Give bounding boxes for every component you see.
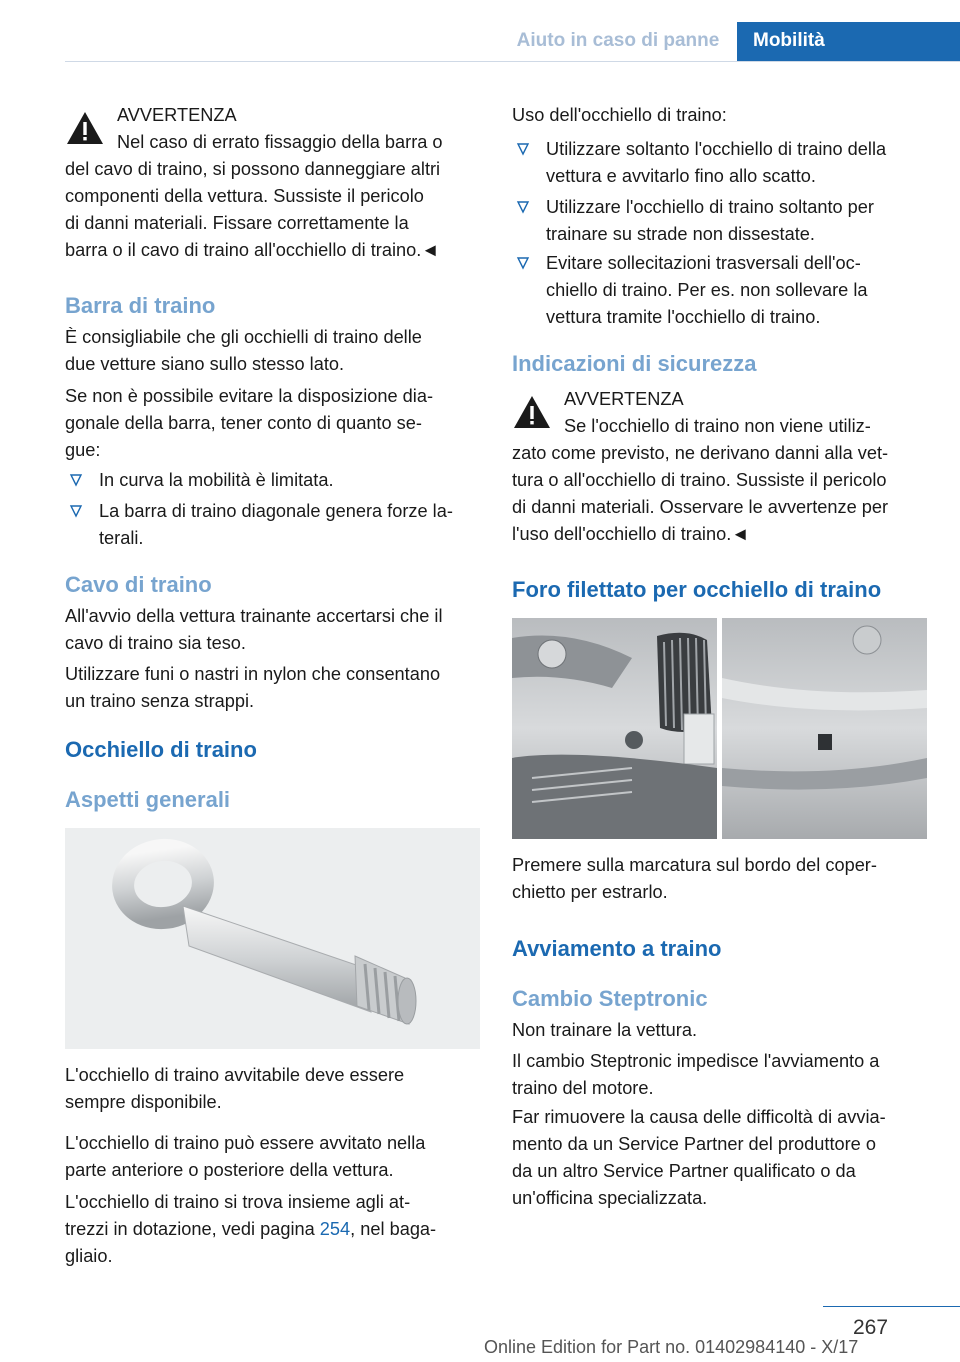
heading-aspetti-generali: Aspetti generali <box>65 787 231 812</box>
text-line: L'occhiello di traino avvitabile deve essere <box>65 1065 405 1085</box>
text-line: In curva la mobilità è limitata. <box>99 470 334 490</box>
text-line: L'occhiello di traino può essere avvitato nella <box>65 1133 426 1153</box>
paragraph <box>65 661 480 715</box>
text-line: Il cambio Steptronic impedisce l'avviamento a <box>512 1051 880 1071</box>
running-header-section: Aiuto in caso di panne <box>516 30 720 51</box>
list-item <box>512 250 960 331</box>
towing-eye-icon <box>65 828 480 1049</box>
warning-text-line: di danni materiali. Osservare le avvertenze per <box>512 497 889 517</box>
text-line: traino del motore. <box>512 1078 654 1098</box>
heading-occhiello-di-traino: Occhiello di traino <box>65 737 257 762</box>
bullet-triangle-icon <box>516 256 530 270</box>
bumper-photo-icon <box>512 618 927 839</box>
heading-foro-filettato: Foro filettato per occhiello di traino <box>512 577 882 602</box>
paragraph <box>512 1017 927 1044</box>
paragraph <box>512 1104 927 1212</box>
paragraph <box>65 383 480 464</box>
bullet-triangle-icon <box>516 142 530 156</box>
text-line: Utilizzare l'occhiello di traino soltanto per <box>546 197 874 217</box>
text-line: chietto per estrarlo. <box>512 882 668 902</box>
text-line: due vetture siano sullo stesso lato. <box>65 354 345 374</box>
paragraph <box>65 324 480 378</box>
text-line: gliaio. <box>65 1246 113 1266</box>
text-span: trezzi in dotazione, vedi pagina <box>65 1219 320 1239</box>
warning-triangle-icon <box>65 110 105 146</box>
text-line: un traino senza strappi. <box>65 691 255 711</box>
heading-cavo-di-traino: Cavo di traino <box>65 572 212 597</box>
text-line: Utilizzare funi o nastri in nylon che consentano <box>65 664 441 684</box>
warning-text-line: tura o all'occhiello di traino. Sussiste il pericolo <box>512 470 887 490</box>
list-item <box>512 136 960 190</box>
list-item <box>512 194 960 248</box>
warning-box-barra <box>65 102 480 264</box>
warning-text-line: di danni materiali. Fissare correttamente la <box>65 213 409 233</box>
text-line: vettura e avvitarlo fino allo scatto. <box>546 166 816 186</box>
list-item <box>65 467 480 494</box>
footer-edition: Online Edition for Part no. 01402984140 - X/17 <box>484 1337 859 1357</box>
warning-text-line: zato come previsto, ne derivano danni alla vet- <box>512 443 889 463</box>
warning-text-line: del cavo di traino, si possono danneggiare altri <box>65 159 441 179</box>
warning-triangle-icon <box>512 394 552 430</box>
warning-title: AVVERTENZA <box>564 389 684 409</box>
paragraph <box>65 1062 480 1116</box>
bullet-triangle-icon <box>69 473 83 487</box>
paragraph <box>512 1048 927 1102</box>
text-line: Se non è possibile evitare la disposizione dia- <box>65 386 434 406</box>
paragraph <box>65 603 480 657</box>
warning-text-line: l'uso dell'occhiello di traino.◄ <box>512 524 750 544</box>
text-line: da un altro Service Partner qualificato o da <box>512 1161 856 1181</box>
paragraph <box>512 852 927 906</box>
bumper-cover-photo <box>512 618 927 839</box>
text-line: un'officina specializzata. <box>512 1188 708 1208</box>
paragraph <box>512 102 927 129</box>
text-line: Uso dell'occhiello di traino: <box>512 105 727 125</box>
heading-barra-di-traino: Barra di traino <box>65 293 216 318</box>
paragraph <box>65 1189 480 1270</box>
text-line: cavo di traino sia teso. <box>65 633 246 653</box>
list-item <box>65 498 480 552</box>
warning-text-line: Nel caso di errato fissaggio della barra o <box>117 132 443 152</box>
warning-title: AVVERTENZA <box>117 105 237 125</box>
warning-text-line: componenti della vettura. Sussiste il pericolo <box>65 186 424 206</box>
text-line: chiello di traino. Per es. non sollevare la <box>546 280 868 300</box>
warning-box-occhiello <box>512 386 927 548</box>
text-line: Evitare sollecitazioni trasversali dell'oc- <box>546 253 861 273</box>
text-line: All'avvio della vettura trainante accertarsi che il <box>65 606 443 626</box>
text-line: trainare su strade non dissestate. <box>546 224 815 244</box>
heading-avviamento-a-traino: Avviamento a traino <box>512 936 722 961</box>
text-line: Utilizzare soltanto l'occhiello di traino della <box>546 139 887 159</box>
header-rule <box>65 61 960 62</box>
text-span: , nel baga- <box>350 1219 437 1239</box>
bullet-triangle-icon <box>516 200 530 214</box>
page-number: 267 <box>853 1316 889 1339</box>
warning-text-line: Se l'occhiello di traino non viene utiliz- <box>564 416 871 436</box>
text-line: Non trainare la vettura. <box>512 1020 698 1040</box>
text-line: gue: <box>65 440 101 460</box>
text-line: L'occhiello di traino si trova insieme agli at- <box>65 1192 411 1212</box>
text-line: Premere sulla marcatura sul bordo del coper- <box>512 855 877 875</box>
bullet-triangle-icon <box>69 504 83 518</box>
text-line: gonale della barra, tener conto di quanto se- <box>65 413 422 433</box>
text-line: Far rimuovere la causa delle difficoltà di avvia- <box>512 1107 886 1127</box>
text-line: È consigliabile che gli occhielli di traino delle <box>65 327 422 347</box>
towing-eye-illustration <box>65 828 480 1049</box>
page-link-254[interactable]: 254 <box>319 1219 351 1239</box>
warning-text-line: barra o il cavo di traino all'occhiello di traino.◄ <box>65 240 440 260</box>
running-header-chapter: Mobilità <box>737 22 960 62</box>
text-line: parte anteriore o posteriore della vettura. <box>65 1160 394 1180</box>
heading-cambio-steptronic: Cambio Steptronic <box>512 986 708 1011</box>
text-line: La barra di traino diagonale genera forze la- <box>99 501 453 521</box>
paragraph <box>65 1130 480 1184</box>
text-line: mento da un Service Partner del produttore o <box>512 1134 876 1154</box>
heading-indicazioni-di-sicurezza: Indicazioni di sicurezza <box>512 351 757 376</box>
text-line <box>65 1216 480 1243</box>
text-line: terali. <box>99 528 144 548</box>
text-line: vettura tramite l'occhiello di traino. <box>546 307 821 327</box>
footer-rule <box>823 1306 960 1307</box>
text-line: sempre disponibile. <box>65 1092 222 1112</box>
